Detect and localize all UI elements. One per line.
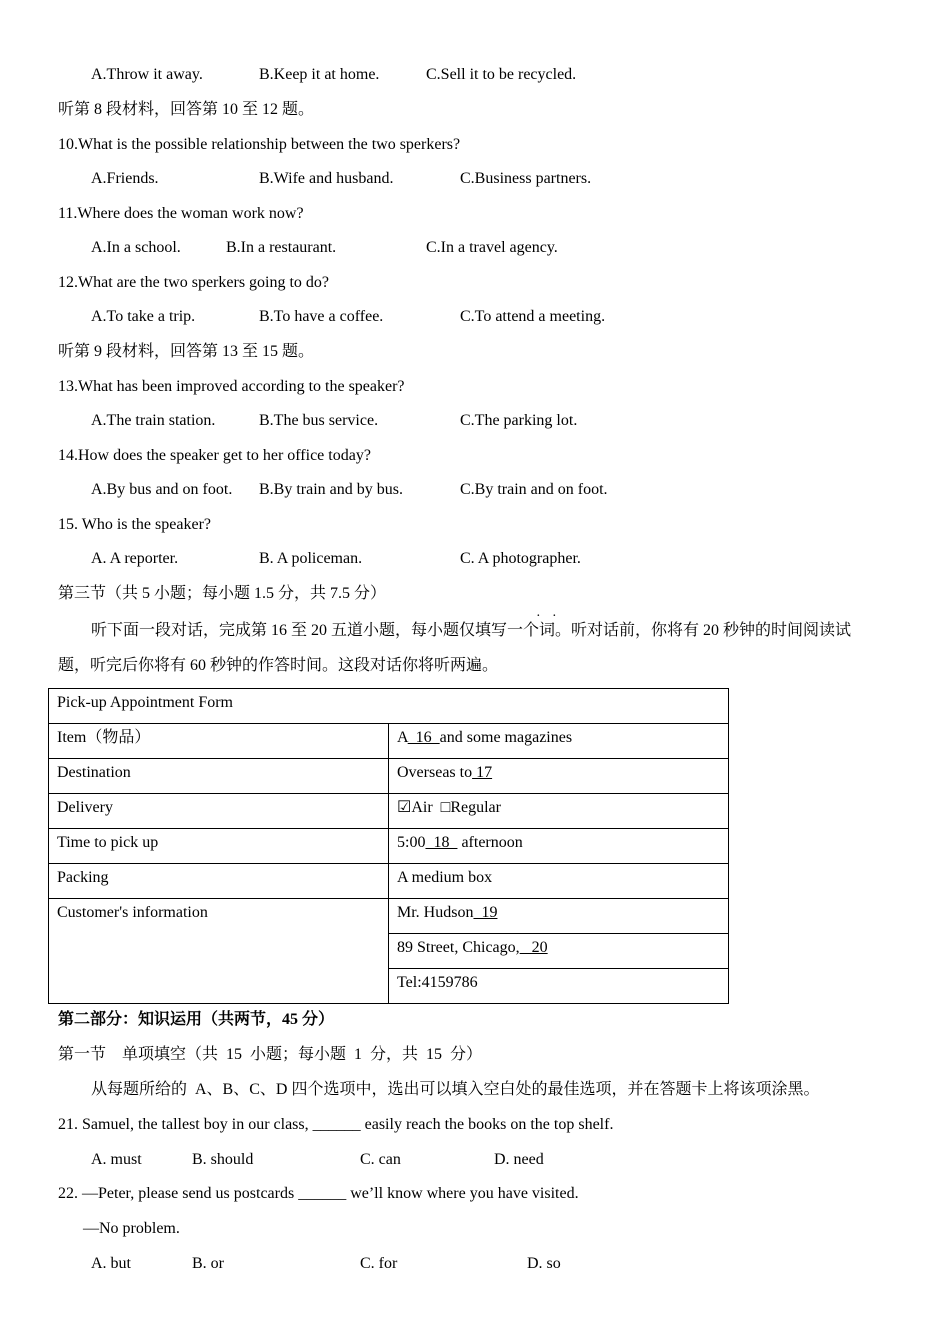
q10-option-b: B.Wife and husband. (259, 170, 394, 187)
q13-option-a: A.The train station. (91, 412, 216, 429)
blank-18: 18 (425, 834, 458, 851)
delivery-label: Delivery (49, 794, 389, 829)
time-value: 5:00 18 afternoon (389, 829, 729, 864)
table-row (49, 829, 729, 864)
q12-option-b: B.To have a coffee. (259, 308, 384, 325)
q14-option-c: C.By train and on foot. (460, 481, 608, 498)
part3-instruction-line2: 题，听完后你将有 60 秒钟的作答时间。这段对话你将听两遍。 (58, 657, 499, 674)
q12-stem: 12.What are the two sperkers going to do? (58, 274, 330, 291)
q13-stem: 13.What has been improved according to the speaker? (58, 378, 405, 395)
q9-option-a: A.Throw it away. (91, 66, 203, 83)
q10-option-a: A.Friends. (91, 170, 159, 187)
q13-option-b: B.The bus service. (259, 412, 379, 429)
blank-20: 20 (519, 939, 548, 956)
q22-option-b: B. or (192, 1255, 224, 1272)
q15-option-c: C. A photographer. (460, 550, 581, 567)
time-label: Time to pick up (49, 829, 389, 864)
q11-option-b: B.In a restaurant. (226, 239, 337, 256)
q21-option-c: C. can (360, 1151, 401, 1168)
q9-option-b: B.Keep it at home. (259, 66, 380, 83)
emphasis-dot: · (536, 609, 541, 624)
q14-option-a: A.By bus and on foot. (91, 481, 233, 498)
q15-option-a: A. A reporter. (91, 550, 179, 567)
form-title: Pick-up Appointment Form (49, 689, 729, 724)
blank-17: 17 (472, 764, 493, 781)
destination-label: Destination (49, 759, 389, 794)
q22-reply: —No problem. (83, 1220, 180, 1237)
packing-label: Packing (49, 864, 389, 899)
customer-tel: Tel:4159786 (389, 969, 729, 1004)
emphasis-dot: · (552, 609, 557, 624)
section1-instruction: 从每题所给的 A、B、C、D 四个选项中，选出可以填入空白处的最佳选项，并在答题卡上将该项涂黑。 (91, 1081, 820, 1098)
q22-stem: 22. —Peter, please send us postcards ______ we’ll know where you have visited. (58, 1185, 579, 1202)
delivery-value: ☑Air □Regular (389, 794, 729, 829)
q14-stem: 14.How does the speaker get to her office today? (58, 447, 371, 464)
q11-option-a: A.In a school. (91, 239, 181, 256)
table-row (49, 759, 729, 794)
part2-heading: 第二部分：知识运用（共两节，45 分） (58, 1011, 335, 1028)
section9-heading: 听第 9 段材料，回答第 13 至 15 题。 (58, 343, 315, 360)
q22-option-a: A. but (91, 1255, 131, 1272)
section8-heading: 听第 8 段材料，回答第 10 至 12 题。 (58, 101, 315, 118)
q21-option-d: D. need (494, 1151, 544, 1168)
q12-option-a: A.To take a trip. (91, 308, 196, 325)
table-row (49, 864, 729, 899)
q21-option-a: A. must (91, 1151, 142, 1168)
q15-option-b: B. A policeman. (259, 550, 363, 567)
blank-16: 16 (407, 729, 440, 746)
q12-option-c: C.To attend a meeting. (460, 308, 606, 325)
q14-option-b: B.By train and by bus. (259, 481, 403, 498)
q21-option-b: B. should (192, 1151, 254, 1168)
table-row (49, 899, 729, 934)
customer-address: 89 Street, Chicago, 20 (389, 934, 729, 969)
pickup-appointment-form (48, 688, 729, 1004)
q15-stem: 15. Who is the speaker? (58, 516, 211, 533)
destination-value: Overseas to 17 (389, 759, 729, 794)
customer-name: Mr. Hudson 19 (389, 899, 729, 934)
q13-option-c: C.The parking lot. (460, 412, 578, 429)
blank-19: 19 (473, 904, 498, 921)
customer-label: Customer's information (49, 899, 389, 1004)
q21-stem: 21. Samuel, the tallest boy in our class, ______ easily reach the books on the top shelf. (58, 1116, 614, 1133)
table-row (49, 794, 729, 829)
section1-heading: 第一节 单项填空（共 15 小题；每小题 1 分，共 15 分） (58, 1046, 483, 1063)
q9-option-c: C.Sell it to be recycled. (426, 66, 577, 83)
q11-option-c: C.In a travel agency. (426, 239, 558, 256)
packing-value: A medium box (389, 864, 729, 899)
item-value: A 16 and some magazines (389, 724, 729, 759)
part3-instruction-line1: 听下面一段对话，完成第 16 至 20 五道小题，每小题仅填写一个词。听对话前，你将有 20 秒钟的时间阅读试 (91, 622, 852, 639)
part3-heading: 第三节（共 5 小题；每小题 1.5 分，共 7.5 分） (58, 585, 387, 602)
q22-option-c: C. for (360, 1255, 398, 1272)
q10-stem: 10.What is the possible relationship between the two sperkers? (58, 136, 461, 153)
q11-stem: 11.Where does the woman work now? (58, 205, 304, 222)
item-label: Item（物品） (49, 724, 389, 759)
table-row (49, 724, 729, 759)
q22-option-d: D. so (527, 1255, 561, 1272)
q10-option-c: C.Business partners. (460, 170, 592, 187)
